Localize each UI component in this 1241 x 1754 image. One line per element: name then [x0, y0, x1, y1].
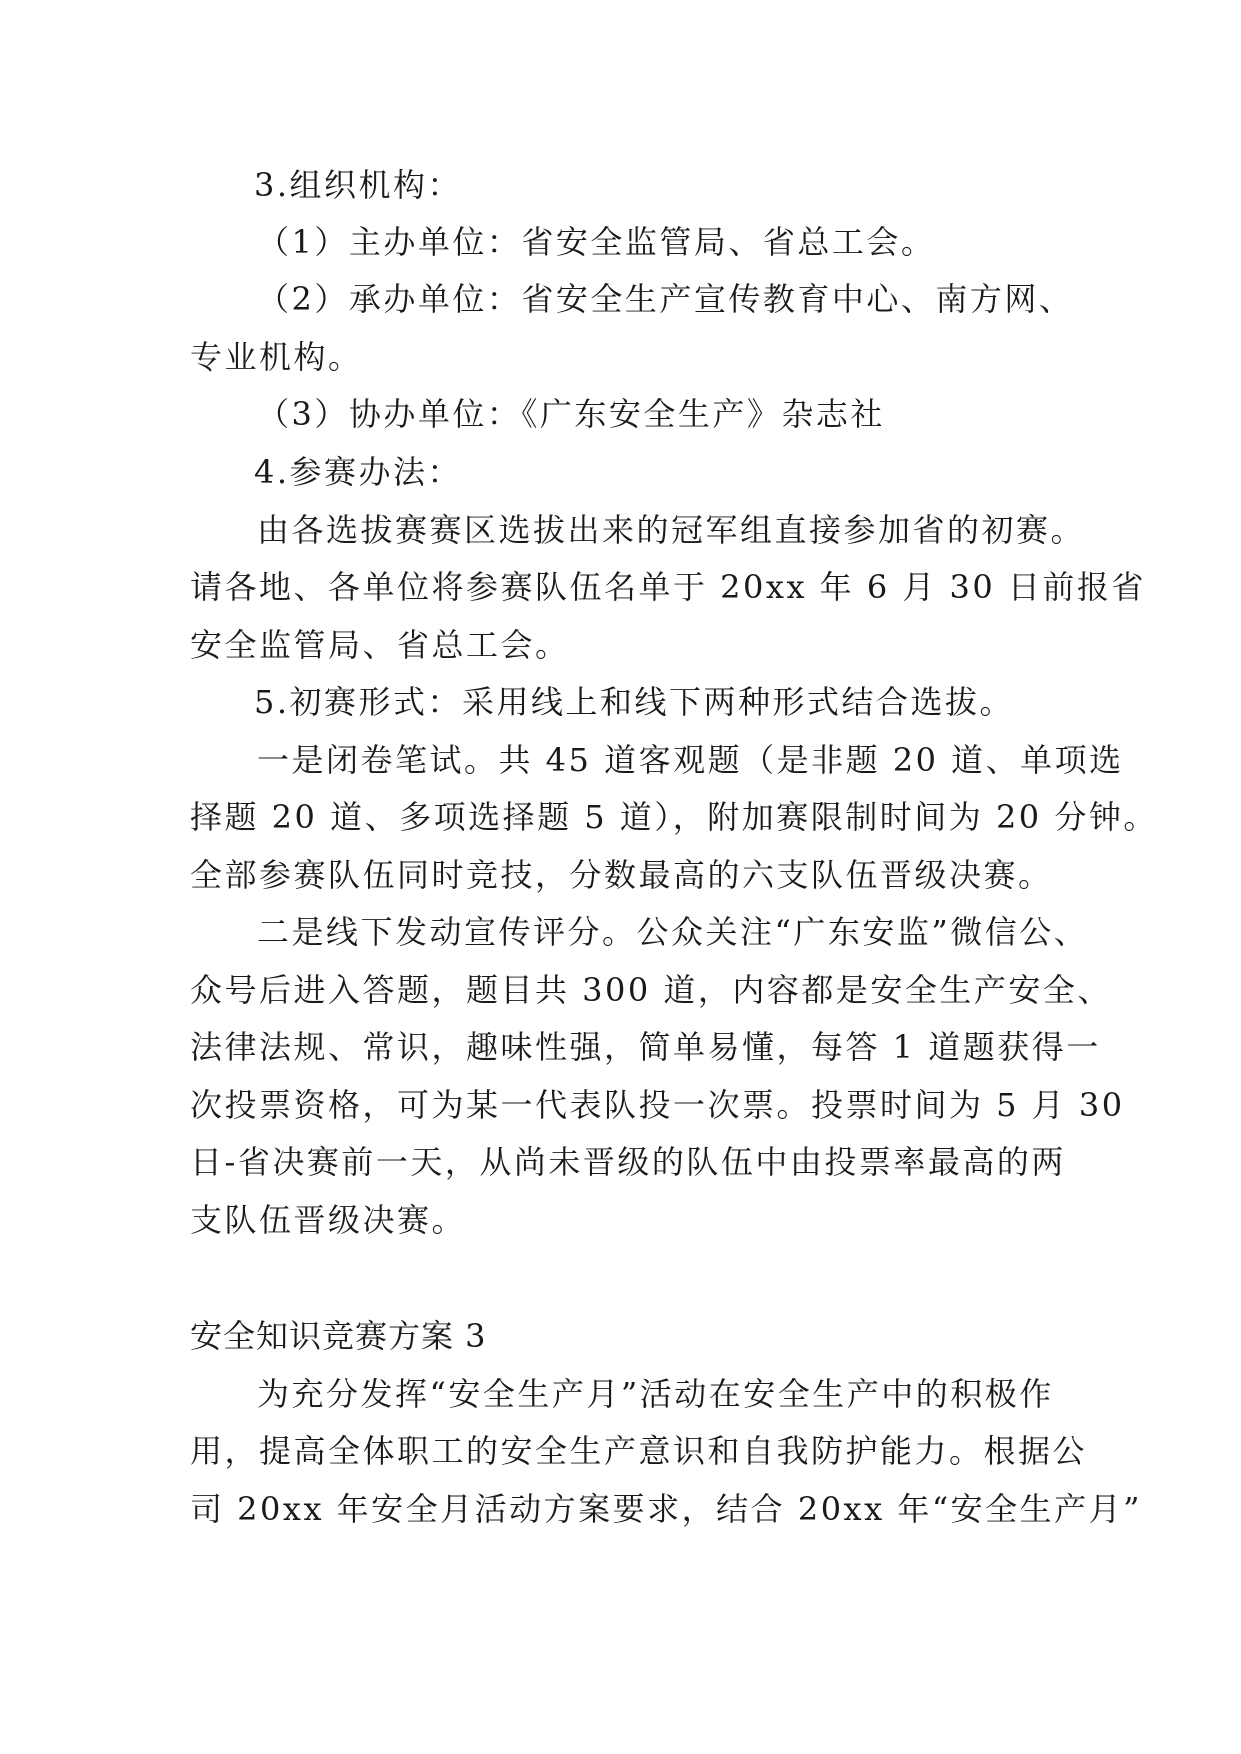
- host-line-continued: 专业机构。: [190, 338, 363, 376]
- paragraph-line: 为充分发挥“安全生产月”活动在安全生产中的积极作: [257, 1375, 1054, 1413]
- paragraph-line: 日-省决赛前一天，从尚未晋级的队伍中由投票率最高的两: [190, 1143, 1066, 1181]
- paragraph-line: 司 20xx 年安全月活动方案要求，结合 20xx 年“安全生产月”: [190, 1490, 1143, 1528]
- paragraph-line: 一是闭卷笔试。共 45 道客观题（是非题 20 道、单项选: [257, 741, 1124, 779]
- paragraph-line: 请各地、各单位将参赛队伍名单于 20xx 年 6 月 30 日前报省: [190, 568, 1146, 606]
- organizer-line: （1）主办单位：省安全监管局、省总工会。: [257, 223, 936, 261]
- paragraph-line: 二是线下发动宣传评分。公众关注“广东安监”微信公、: [257, 913, 1089, 951]
- co-organizer-line: （3）协办单位：《广东安全生产》杂志社: [257, 395, 885, 433]
- paragraph-line: 安全监管局、省总工会。: [190, 626, 570, 664]
- section-heading-organization: 3.组织机构：: [254, 166, 463, 204]
- paragraph-line: 用，提高全体职工的安全生产意识和自我防护能力。根据公: [190, 1432, 1088, 1470]
- host-line: （2）承办单位：省安全生产宣传教育中心、南方网、: [257, 280, 1074, 318]
- section-heading-preliminary: 5.初赛形式：采用线上和线下两种形式结合选拔。: [254, 683, 1015, 721]
- paragraph-line: 次投票资格，可为某一代表队投一次票。投票时间为 5 月 30: [190, 1086, 1125, 1124]
- paragraph-line: 众号后进入答题，题目共 300 道，内容都是安全生产安全、: [190, 971, 1112, 1009]
- paragraph-line: 支队伍晋级决赛。: [190, 1201, 467, 1239]
- paragraph-line: 由各选拔赛赛区选拔出来的冠军组直接参加省的初赛。: [257, 511, 1086, 549]
- paragraph-line: 法律法规、常识，趣味性强，简单易懂，每答 1 道题获得一: [190, 1028, 1101, 1066]
- paragraph-line: 全部参赛队伍同时竞技，分数最高的六支队伍晋级决赛。: [190, 856, 1053, 894]
- section-heading-participation: 4.参赛办法：: [254, 453, 463, 491]
- document-title: 安全知识竞赛方案 3: [190, 1317, 487, 1355]
- paragraph-line: 择题 20 道、多项选择题 5 道），附加赛限制时间为 20 分钟。: [190, 798, 1158, 836]
